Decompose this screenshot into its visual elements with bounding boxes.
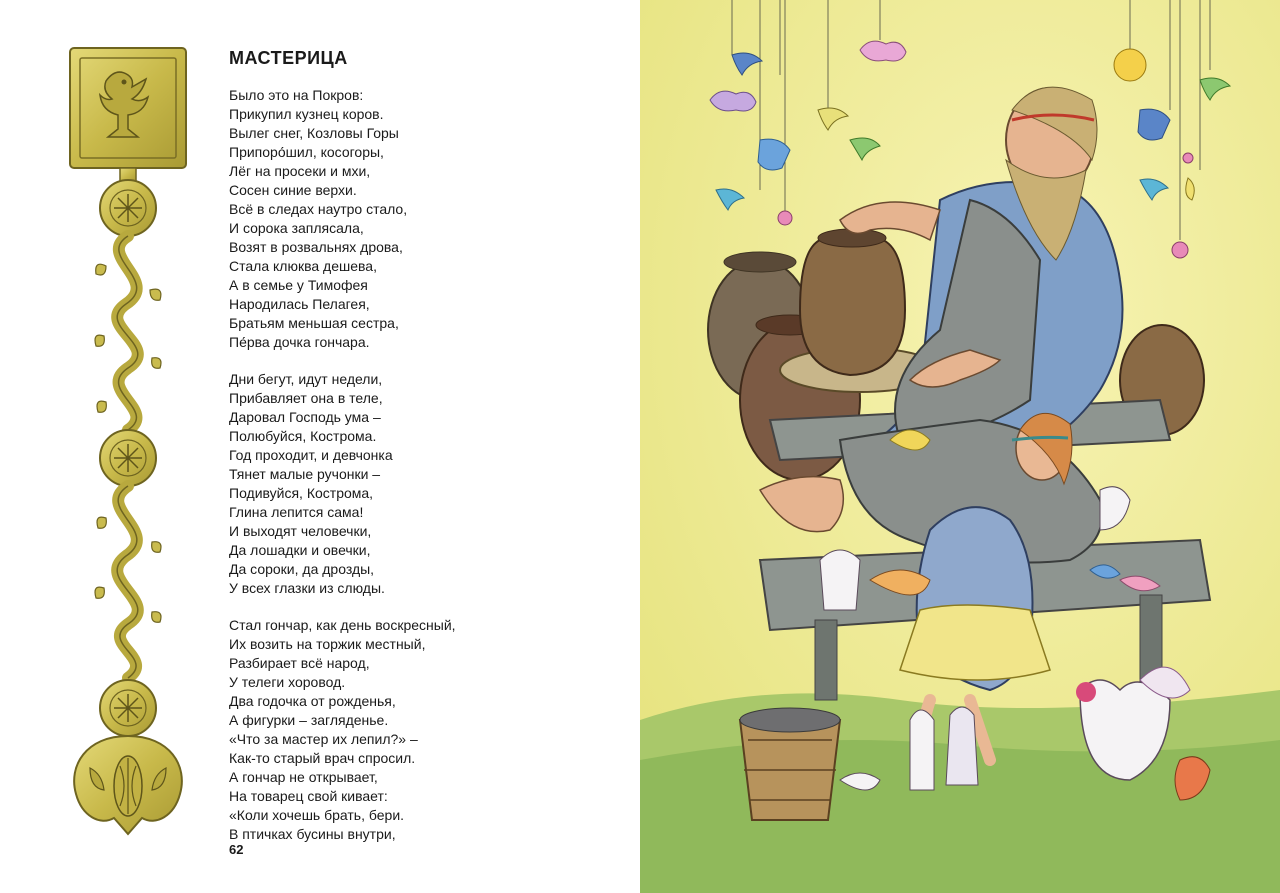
poem-line: Дни бегут, идут недели, <box>229 371 383 387</box>
poem-line: На товарец свой кивает: <box>229 788 388 804</box>
stanza-1 <box>229 86 589 352</box>
poem-line: И выходят человечки, <box>229 523 372 539</box>
stanza-2 <box>229 370 589 598</box>
poem-line: Да лошадки и овечки, <box>229 542 371 558</box>
poem-line: Даровал Господь ума – <box>229 409 381 425</box>
potter-with-daughter-illustration <box>640 0 1280 893</box>
poem-line: У телеги хоровод. <box>229 674 346 690</box>
poem <box>229 46 589 862</box>
poem-line: Вылег снег, Козловы Горы <box>229 125 399 141</box>
poem-line: У всех глазки из слюды. <box>229 580 385 596</box>
poem-line: А в семье у Тимофея <box>229 277 368 293</box>
poem-line: Как-то старый врач спросил. <box>229 750 416 766</box>
poem-title: МАСТЕРИЦА <box>229 48 348 68</box>
page-number: 62 <box>229 842 244 857</box>
right-page <box>640 0 1280 893</box>
bird-and-rosette-ornament-icon <box>66 46 190 836</box>
poem-line: Возят в розвальнях дрова, <box>229 239 403 255</box>
poem-line: Прикупил кузнец коров. <box>229 106 384 122</box>
poem-line: «Что за мастер их лепил?» – <box>229 731 418 747</box>
poem-line: Было это на Покров: <box>229 87 364 103</box>
poem-line: Всё в следах наутро стало, <box>229 201 408 217</box>
poem-line: Полюбуйся, Кострома. <box>229 428 377 444</box>
poem-line: Прибавляет она в теле, <box>229 390 383 406</box>
poem-line: Подивуйся, Кострома, <box>229 485 374 501</box>
poem-line: Два годочка от рожденья, <box>229 693 396 709</box>
poem-line: Сосен синие верхи. <box>229 182 357 198</box>
poem-line: Их возить на торжик местный, <box>229 636 426 652</box>
poem-line: Разбирает всё народ, <box>229 655 370 671</box>
poem-line: Братьям меньшая сестра, <box>229 315 399 331</box>
poem-line: Да сороки, да дрозды, <box>229 561 375 577</box>
poem-line: Стал гончар, как день воскресный, <box>229 617 456 633</box>
poem-line: А гончар не открывает, <box>229 769 378 785</box>
poem-line: «Коли хочешь брать, бери. <box>229 807 405 823</box>
poem-line: Лёг на просеки и мхи, <box>229 163 371 179</box>
stanza-3 <box>229 616 589 844</box>
poem-line: Тянет малые ручонки – <box>229 466 381 482</box>
poem-line: Год проходит, и девчонка <box>229 447 393 463</box>
poem-line: Глина лепится сама! <box>229 504 364 520</box>
poem-line: Стала клюква дешева, <box>229 258 377 274</box>
poem-line: В птичках бусины внутри, <box>229 826 396 842</box>
poem-line: А фигурки – загляденье. <box>229 712 389 728</box>
poem-line: Пе́рва дочка гончара. <box>229 334 370 350</box>
poem-line: Народилась Пелагея, <box>229 296 370 312</box>
poem-line: И сорока заплясала, <box>229 220 364 236</box>
poem-line: Припоро́шил, косогоры, <box>229 144 384 160</box>
